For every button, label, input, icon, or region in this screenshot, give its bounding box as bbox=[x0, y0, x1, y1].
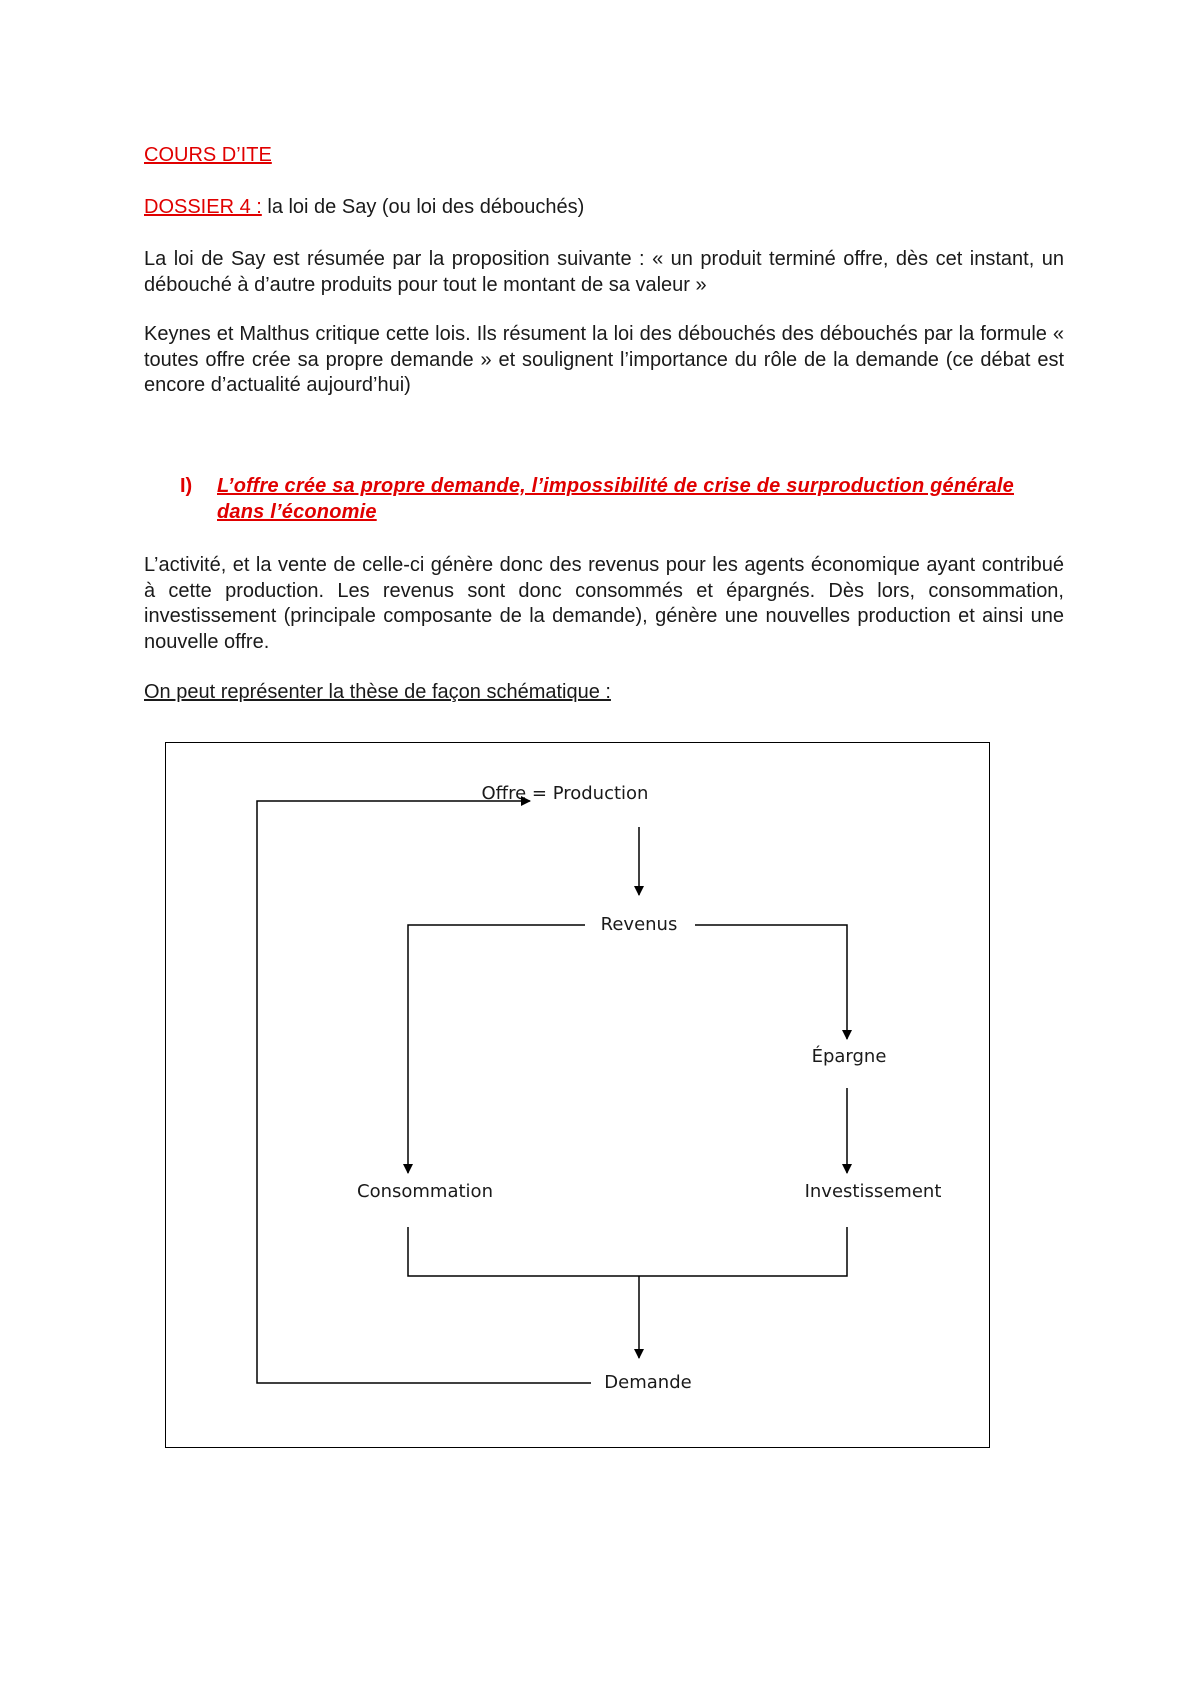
dossier-line bbox=[144, 195, 1064, 221]
node-revenus: Revenus bbox=[600, 914, 678, 935]
dossier-label: DOSSIER 4 : bbox=[144, 196, 262, 218]
arrow-revenus-to-epargne bbox=[695, 925, 847, 1039]
section-heading-text: L’offre crée sa propre demande, l’impossibilité de crise de surproduction générale dans l’économie bbox=[217, 475, 1014, 523]
paragraph-say-law: La loi de Say est résumée par la proposition suivante : « un produit terminé offre, dès cet instant, un débouché à d’autre produits pour tout le montant de sa valeur » bbox=[144, 248, 1064, 296]
section-heading bbox=[180, 474, 1040, 525]
flow-diagram bbox=[165, 742, 990, 1448]
node-investissement: Investissement bbox=[804, 1181, 942, 1202]
node-epargne: Épargne bbox=[811, 1046, 887, 1067]
schema-intro: On peut représenter la thèse de façon schématique : bbox=[144, 681, 611, 703]
node-offre-production: Offre = Production bbox=[481, 783, 649, 804]
dossier-text: la loi de Say (ou loi des débouchés) bbox=[261, 196, 585, 218]
section-number: I) bbox=[180, 475, 193, 497]
arrow-demande-to-offre bbox=[257, 801, 591, 1383]
node-consommation: Consommation bbox=[357, 1181, 493, 1202]
node-demande: Demande bbox=[604, 1372, 692, 1393]
bracket-consommation-investissement bbox=[408, 1227, 847, 1276]
flow-diagram-svg bbox=[166, 743, 988, 1446]
document-title: COURS D’ITE bbox=[144, 144, 272, 166]
paragraph-activity: L’activité, et la vente de celle-ci génère donc des revenus pour les agents économique ayant contribué à cette production. Les revenus sont donc consommés et épargnés. Dès lors, consommation, investissement (principale composante de la demande), génère une nouvelles production et ainsi une nouvelle offre. bbox=[144, 554, 1064, 653]
arrow-revenus-to-consommation bbox=[408, 925, 585, 1173]
paragraph-keynes-malthus: Keynes et Malthus critique cette lois. Ils résument la loi des débouchés des débouchés par la formule « toutes offre crée sa propre demande » et soulignent l’importance du rôle de la demande (ce débat est encore d’actualité aujourd’hui) bbox=[144, 323, 1064, 396]
